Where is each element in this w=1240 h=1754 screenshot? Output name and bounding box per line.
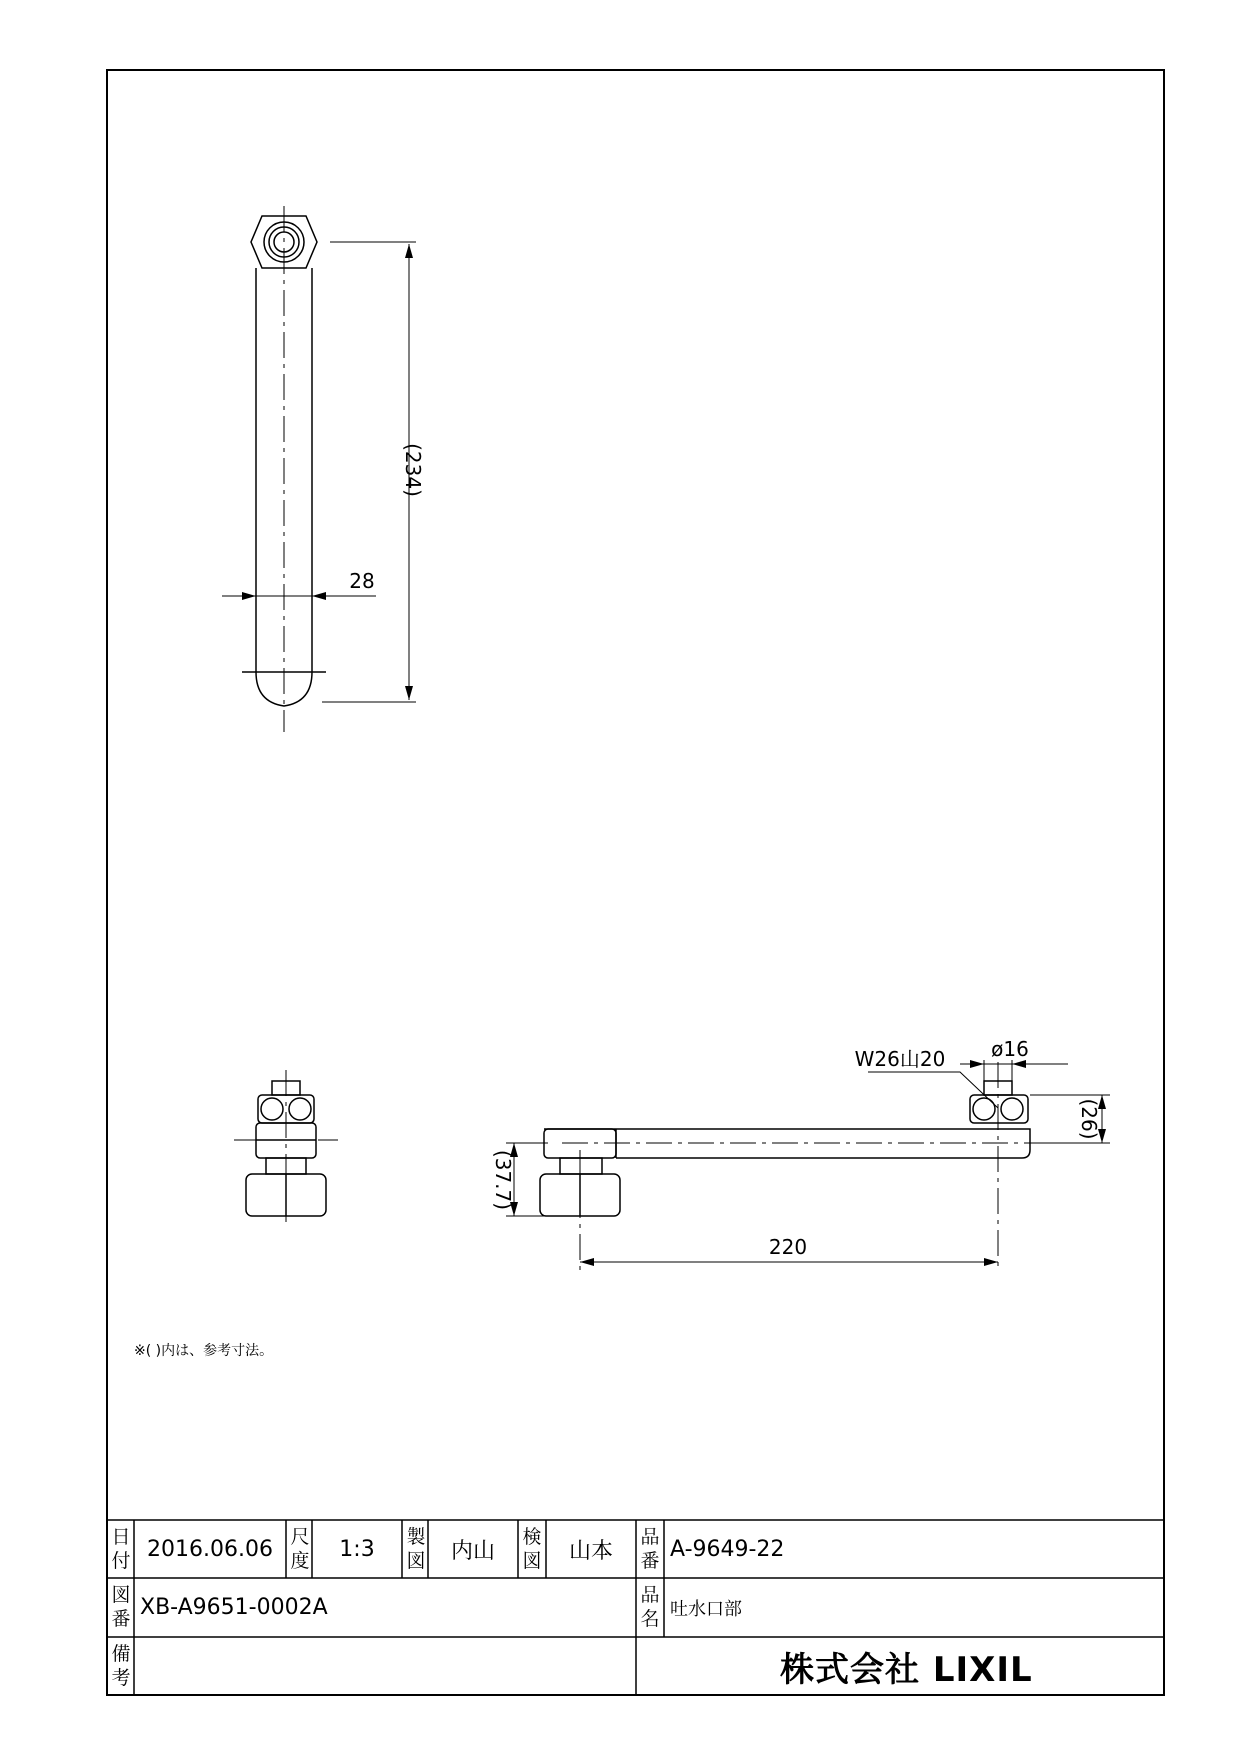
checked-label: 検 図 [522, 1526, 542, 1572]
part-name-value: 吐水口部 [670, 1598, 742, 1620]
scale-label: 尺 度 [290, 1526, 310, 1572]
scale-value: 1:3 [339, 1536, 375, 1562]
top-view [222, 206, 416, 732]
drawn-by-value: 内山 [450, 1538, 495, 1564]
drawn-label: 製 図 [406, 1526, 426, 1572]
remarks-label: 備 考 [111, 1643, 131, 1689]
part-no-label: 品 番 [640, 1526, 660, 1572]
dim-thread: W26山20 [854, 1047, 946, 1071]
part-no-value: A-9649-22 [670, 1536, 785, 1562]
dim-diameter: 28 [349, 569, 375, 593]
dim-height-ref: (26) [1077, 1098, 1101, 1140]
dim-base-height-ref: (37.7) [491, 1149, 515, 1211]
reference-dimension-note: ※( )内は、参考寸法。 [134, 1343, 274, 1359]
checked-by-value: 山本 [568, 1538, 613, 1564]
drawing-no-value: XB-A9651-0002A [140, 1595, 328, 1620]
drawing-no-label: 図 番 [111, 1584, 131, 1630]
date-label: 日 付 [111, 1526, 131, 1572]
date-value: 2016.06.06 [147, 1536, 273, 1562]
part-name-label: 品 名 [640, 1584, 660, 1630]
company-logo: 株式会社 LIXIL [780, 1650, 1033, 1690]
dim-length-ref: (234) [401, 443, 425, 497]
remarks-value [140, 1637, 630, 1695]
dim-outlet-dia: ø16 [991, 1037, 1029, 1061]
drawing-frame [107, 70, 1164, 1695]
dim-reach: 220 [768, 1235, 808, 1259]
side-view [506, 1060, 1110, 1272]
end-view [234, 1070, 338, 1228]
